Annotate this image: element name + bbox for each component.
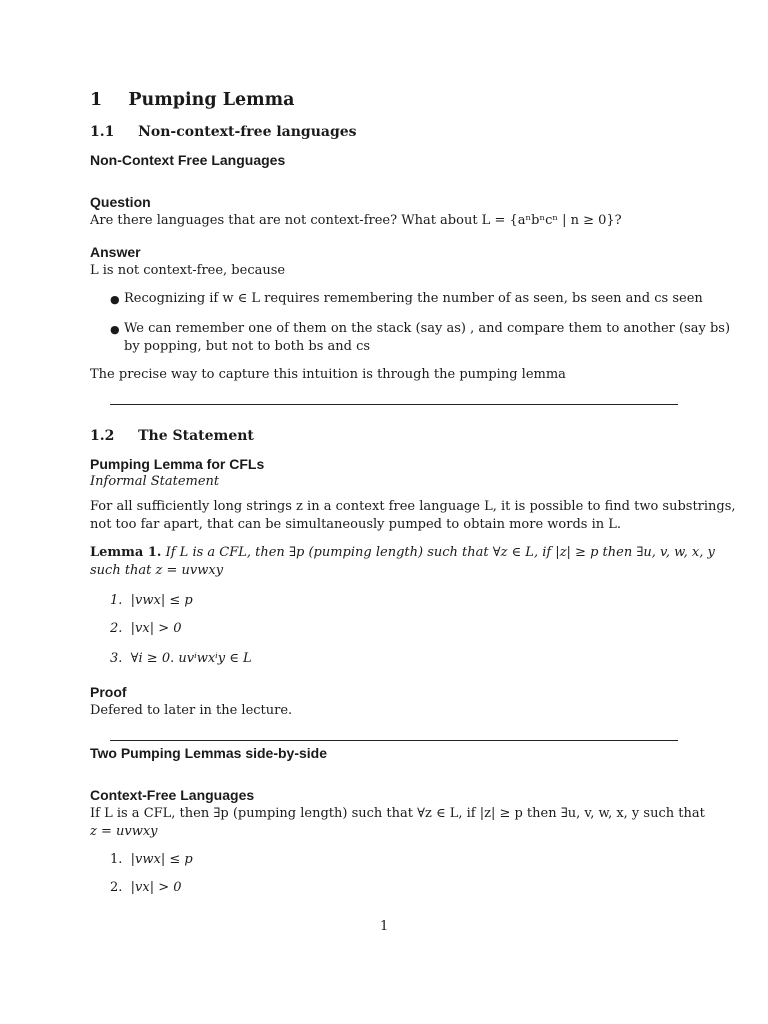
bullet-icon: ● xyxy=(110,323,120,336)
cfl-item: 1. |vwx| ≤ p xyxy=(110,852,193,867)
bullet-item-continued: by popping, but not to both bs and cs xyxy=(124,339,371,354)
proof-label: Proof xyxy=(90,684,127,700)
bullet-icon: ● xyxy=(110,293,120,306)
bullet-item: Recognizing if w ∈ L requires remembering the number of as seen, bs seen and cs seen xyxy=(124,291,703,306)
subsection-number: 1.2 xyxy=(90,428,115,444)
answer-text: L is not context-free, because xyxy=(90,263,286,278)
question-label: Question xyxy=(90,194,151,210)
proof-text: Defered to later in the lecture. xyxy=(90,703,293,718)
lemma-item: 2. |vx| > 0 xyxy=(110,621,182,636)
divider-rule xyxy=(110,740,678,741)
lemma-line-1: If L is a CFL, then ∃p (pumping length) such that ∀z ∈ L, if |z| ≥ p then ∃u, v, w, x, y xyxy=(165,545,715,560)
subsection-heading-1 xyxy=(90,124,357,140)
cfl-line-2: z = uvwxy xyxy=(90,824,158,839)
subsection-title: Non-context-free languages xyxy=(138,124,357,140)
section-number: 1 xyxy=(90,90,103,110)
lemma-item: 3. ∀i ≥ 0. uvⁱwxⁱy ∈ L xyxy=(110,651,252,666)
divider-rule xyxy=(110,404,678,405)
lemma-label: Lemma 1. xyxy=(90,545,162,560)
cfl-line-1: If L is a CFL, then ∃p (pumping length) such that ∀z ∈ L, if |z| ≥ p then ∃u, v, w, x, y such that xyxy=(90,806,705,821)
section-title: Pumping Lemma xyxy=(128,90,295,110)
subsection-title: The Statement xyxy=(138,428,254,444)
cfl-item: 2. |vx| > 0 xyxy=(110,880,182,895)
frame-title: Pumping Lemma for CFLs xyxy=(90,456,265,472)
answer-label: Answer xyxy=(90,244,141,260)
cfl-label: Context-Free Languages xyxy=(90,787,255,803)
page-number: 1 xyxy=(380,919,389,934)
informal-label: Informal Statement xyxy=(90,474,220,489)
frame-title: Two Pumping Lemmas side-by-side xyxy=(90,745,328,761)
subsection-number: 1.1 xyxy=(90,124,115,140)
lemma-statement xyxy=(90,544,715,562)
closing-text: The precise way to capture this intuition is through the pumping lemma xyxy=(90,367,566,382)
lemma-line-2: such that z = uvwxy xyxy=(90,563,224,578)
question-text: Are there languages that are not context-free? What about L = {aⁿbⁿcⁿ | n ≥ 0}? xyxy=(90,213,622,228)
subsection-heading-2 xyxy=(90,428,254,444)
frame-title: Non-Context Free Languages xyxy=(90,152,286,168)
lemma-item: 1. |vwx| ≤ p xyxy=(110,593,193,608)
informal-line-2: not too far apart, that can be simultaneously pumped to obtain more words in L. xyxy=(90,517,621,532)
section-heading xyxy=(90,90,295,110)
informal-line-1: For all sufficiently long strings z in a context free language L, it is possible to find two substrings, xyxy=(90,499,736,514)
bullet-item: We can remember one of them on the stack (say as) , and compare them to another (say bs) xyxy=(124,321,731,336)
